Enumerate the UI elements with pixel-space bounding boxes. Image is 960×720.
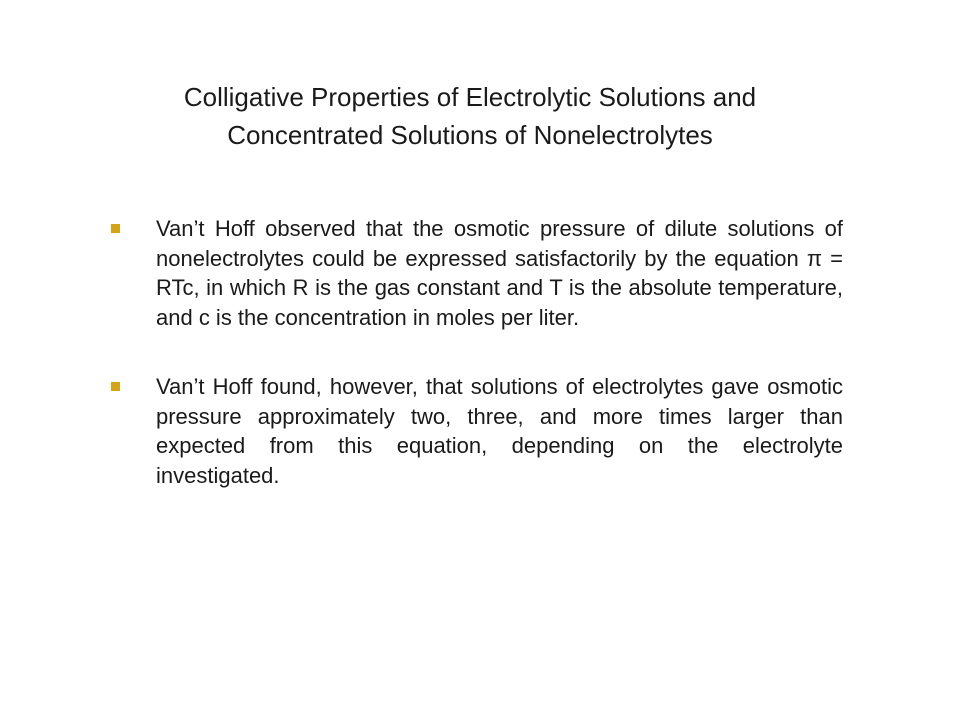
slide-title-line-1: Colligative Properties of Electrolytic Solutions and [183,82,757,112]
slide-title-line-2: Concentrated Solutions of Nonelectrolytes [227,120,713,150]
slide-title [60,78,880,154]
bullet-text: Van’t Hoff found, however, that solutions of electrolytes gave osmotic pressure approximately two, three, and more times larger than expected from this equation, depending on the electrolyte investigated. [156,374,843,488]
bullet-item [108,372,843,490]
bullet-text: Van’t Hoff observed that the osmotic pressure of dilute solutions of nonelectrolytes could be expressed satisfactorily by the equation π = RTc, in which R is the gas constant and T is the absolute temperature, and c is the concentration in moles per liter. [156,216,843,330]
square-bullet-icon [111,224,120,233]
bullet-list [108,214,843,530]
bullet-item [108,214,843,332]
square-bullet-icon [111,382,120,391]
